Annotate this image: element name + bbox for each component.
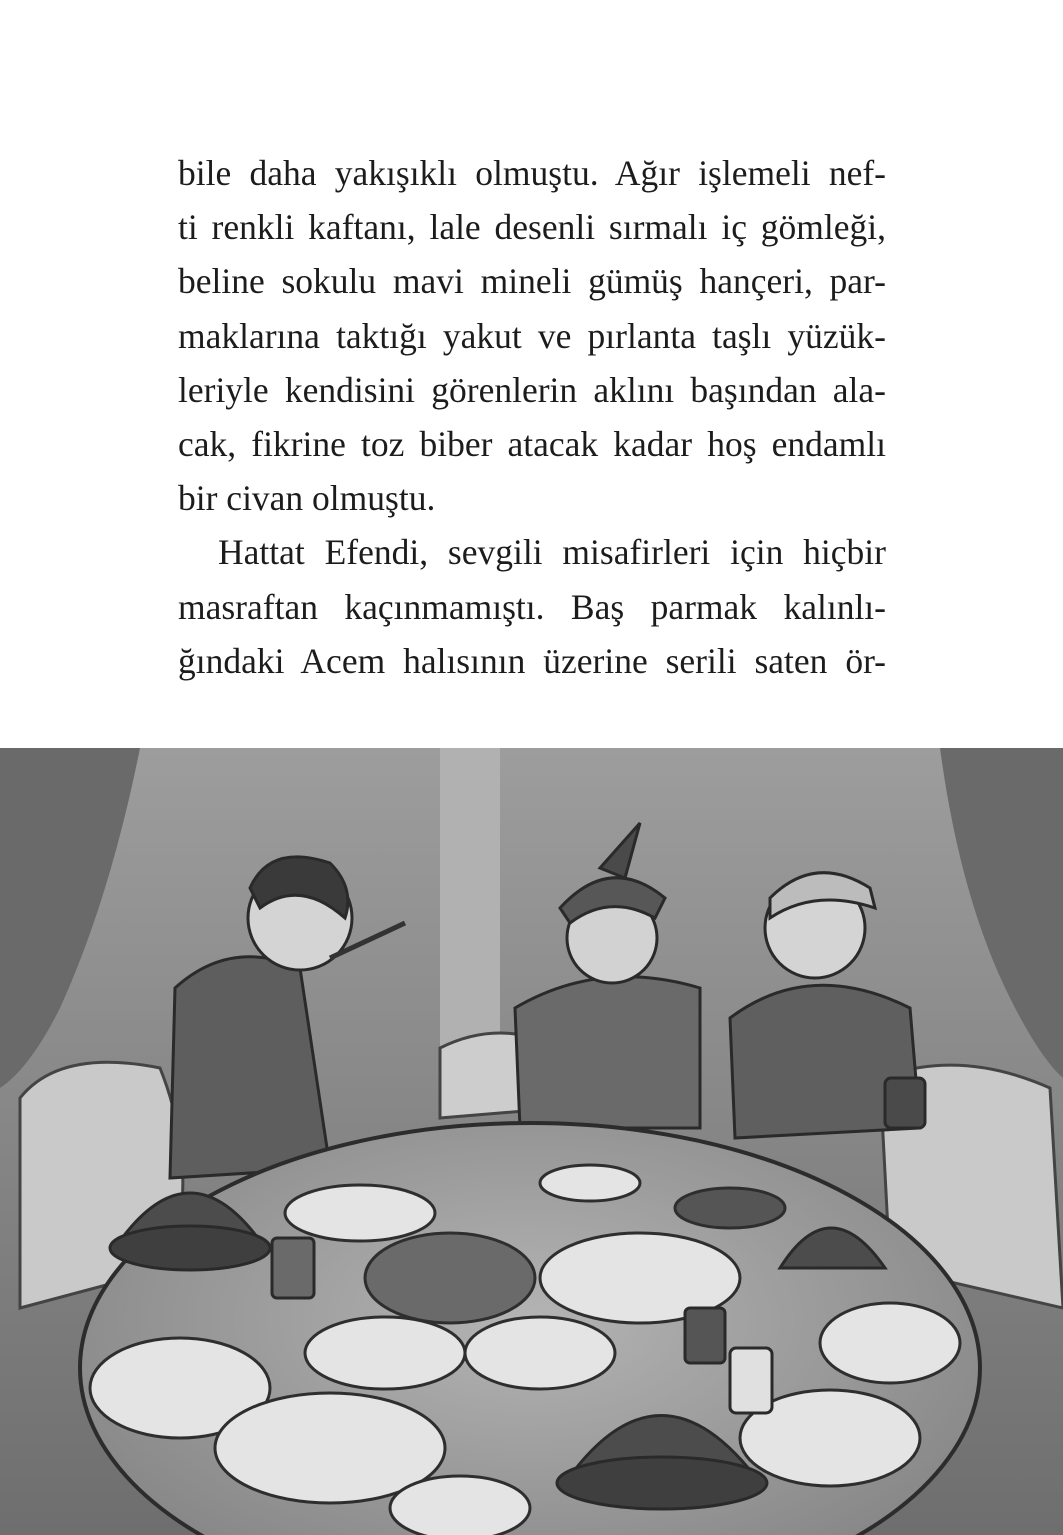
- text-line: leriyle kendisini görenlerin aklını başından ala-: [178, 369, 886, 410]
- text-line: bir civan olmuştu.: [178, 478, 436, 519]
- text-line: masraftan kaçınmamıştı. Baş parmak kalınlı-: [178, 586, 886, 627]
- text-line: bile daha yakışıklı olmuştu. Ağır işlemeli nef-: [178, 153, 886, 193]
- text-line: cak, fikrine toz biber atacak kadar hoş endamlı: [178, 423, 886, 464]
- text-line: maklarına taktığı yakut ve pırlanta taşlı yüzük-: [178, 315, 886, 356]
- text-line: Hattat Efendi, sevgili misafirleri için hiçbir: [218, 532, 886, 573]
- text-line: ğındaki Acem halısının üzerine serili saten ör-: [178, 640, 886, 681]
- feast-illustration-icon: [0, 748, 1063, 1535]
- body-text: [178, 146, 886, 688]
- text-line: beline sokulu mavi mineli gümüş hançeri, par-: [178, 261, 886, 302]
- text-line: ti renkli kaftanı, lale desenli sırmalı iç gömleği,: [178, 207, 886, 248]
- feast-illustration: [0, 748, 1063, 1535]
